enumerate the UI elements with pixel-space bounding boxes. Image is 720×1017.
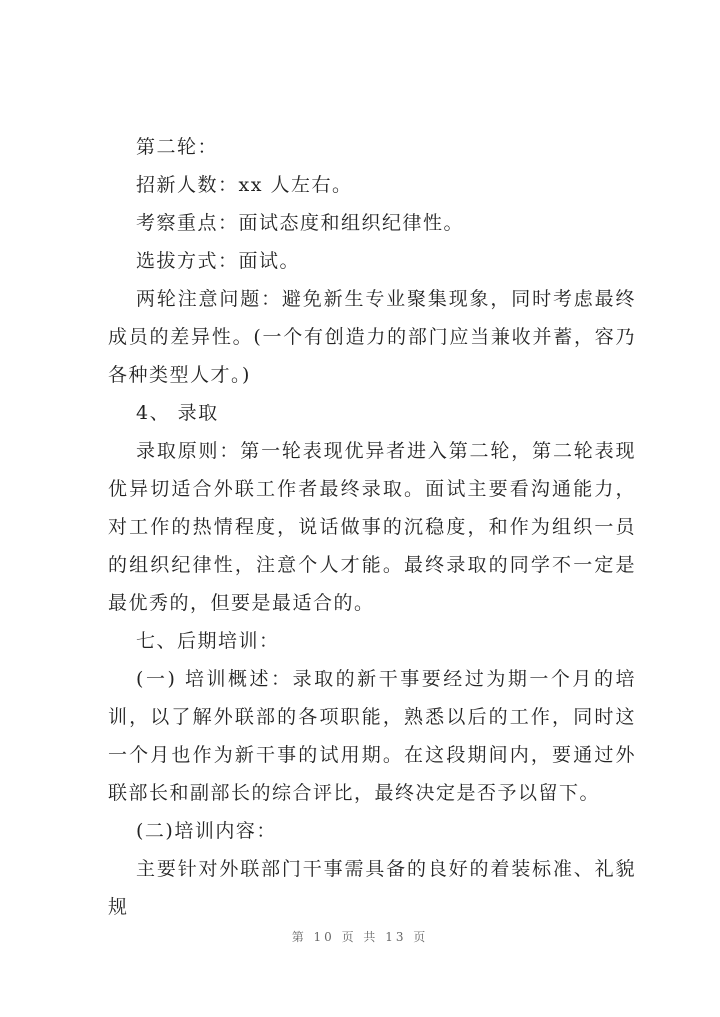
paragraph-round-two-heading: 第二轮： <box>136 136 219 158</box>
paragraph-training-content-heading: (二)培训内容： <box>136 820 277 842</box>
paragraph-two-round-notes: 两轮注意问题：避免新生专业聚集现象，同时考虑最终成员的差异性。(一个有创造力的部门应当兼收并蓄，容乃各种类型人才。) <box>108 288 636 386</box>
paragraph-selection-method: 选拔方式：面试。 <box>136 250 301 272</box>
document-body <box>108 128 636 926</box>
paragraph-training-overview: (一) 培训概述：录取的新干事要经过为期一个月的培训，以了解外联部的各项职能，熟悉以后的工作，同时这一个月也作为新干事的试用期。在这段期间内，要通过外联部长和副部长的综合评比，最终决定是否予以留下。 <box>108 668 636 804</box>
paragraph-recruit-count: 招新人数：xx 人左右。 <box>136 174 353 196</box>
paragraph-admission-heading: 4、 录取 <box>136 402 219 424</box>
paragraph-training-content: 主要针对外联部门干事需具备的良好的着装标准、礼貌规 <box>108 858 636 918</box>
page-number-footer: 第 10 页 共 13 页 <box>291 930 429 944</box>
paragraph-admission-principles: 录取原则：第一轮表现优异者进入第二轮，第二轮表现优异切适合外联工作者最终录取。面试主要看沟通能力，对工作的热情程度，说话做事的沉稳度，和作为组织一员的组织纪律性，注意个人才能。最终录取的同学不一定是最优秀的，但要是最适合的。 <box>108 440 636 614</box>
paragraph-assessment-focus: 考察重点：面试态度和组织纪律性。 <box>136 212 465 234</box>
paragraph-training-heading: 七、后期培训： <box>136 630 280 652</box>
